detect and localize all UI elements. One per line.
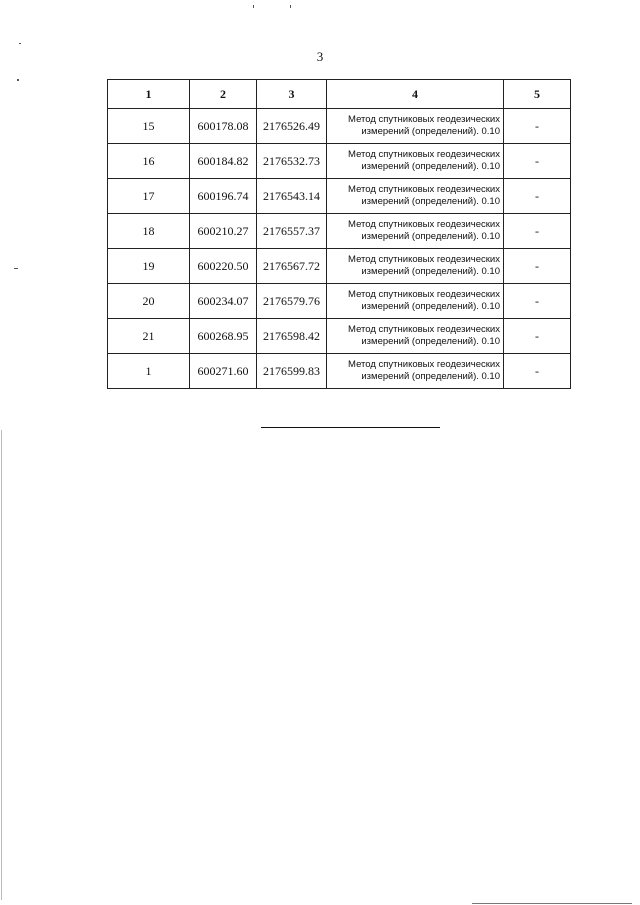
scan-speck: [14, 268, 18, 269]
method-text-line2: измерений (определений). 0.10: [361, 266, 500, 277]
method-text-line1: Метод спутниковых геодезических: [348, 114, 500, 125]
method-cell: [327, 179, 504, 214]
coordinate-x: 600184.82: [190, 144, 257, 179]
table-row: [108, 284, 571, 319]
coordinate-x: 600234.07: [190, 284, 257, 319]
table-row: [108, 109, 571, 144]
note-cell: -: [504, 144, 571, 179]
page-number: 3: [316, 49, 324, 64]
method-cell: [327, 249, 504, 284]
coordinate-y: 2176598.42: [257, 319, 327, 354]
table-row: [108, 249, 571, 284]
coordinate-y: 2176532.73: [257, 144, 327, 179]
table-row: [108, 214, 571, 249]
column-header-4: 4: [327, 80, 504, 109]
point-number: 18: [108, 214, 190, 249]
method-cell: [327, 354, 504, 389]
scan-speck: [290, 5, 291, 8]
coordinate-y: 2176557.37: [257, 214, 327, 249]
coordinate-x: 600220.50: [190, 249, 257, 284]
note-cell: -: [504, 354, 571, 389]
coordinate-y: 2176567.72: [257, 249, 327, 284]
column-header-3: 3: [257, 80, 327, 109]
method-text-line1: Метод спутниковых геодезических: [348, 219, 500, 230]
method-text-line2: измерений (определений). 0.10: [361, 196, 500, 207]
method-text-line2: измерений (определений). 0.10: [361, 231, 500, 242]
note-cell: -: [504, 214, 571, 249]
scan-speck: [17, 79, 19, 81]
note-cell: -: [504, 249, 571, 284]
coordinates-table: [107, 79, 571, 389]
coordinate-x: 600196.74: [190, 179, 257, 214]
method-text-line1: Метод спутниковых геодезических: [348, 184, 500, 195]
coordinate-x: 600271.60: [190, 354, 257, 389]
point-number: 20: [108, 284, 190, 319]
method-cell: [327, 284, 504, 319]
point-number: 21: [108, 319, 190, 354]
end-of-document-rule: [261, 427, 440, 428]
method-cell: [327, 144, 504, 179]
note-cell: -: [504, 179, 571, 214]
coordinate-x: 600268.95: [190, 319, 257, 354]
point-number: 15: [108, 109, 190, 144]
scan-edge-line: [1, 430, 2, 900]
method-text-line1: Метод спутниковых геодезических: [348, 254, 500, 265]
coordinate-y: 2176579.76: [257, 284, 327, 319]
column-header-2: 2: [190, 80, 257, 109]
note-cell: -: [504, 284, 571, 319]
table-row: [108, 144, 571, 179]
coordinate-x: 600210.27: [190, 214, 257, 249]
scan-speck: [19, 43, 21, 44]
coordinate-x: 600178.08: [190, 109, 257, 144]
coordinate-y: 2176543.14: [257, 179, 327, 214]
method-cell: [327, 109, 504, 144]
coordinate-y: 2176526.49: [257, 109, 327, 144]
method-text-line2: измерений (определений). 0.10: [361, 301, 500, 312]
method-cell: [327, 214, 504, 249]
method-text-line1: Метод спутниковых геодезических: [348, 149, 500, 160]
column-header-1: 1: [108, 80, 190, 109]
table-header-row: [108, 80, 571, 109]
point-number: 1: [108, 354, 190, 389]
table-row: [108, 179, 571, 214]
scan-edge-line: [472, 903, 632, 904]
method-text-line1: Метод спутниковых геодезических: [348, 324, 500, 335]
method-text-line1: Метод спутниковых геодезических: [348, 359, 500, 370]
method-text-line2: измерений (определений). 0.10: [361, 336, 500, 347]
method-cell: [327, 319, 504, 354]
point-number: 17: [108, 179, 190, 214]
point-number: 16: [108, 144, 190, 179]
note-cell: -: [504, 319, 571, 354]
column-header-5: 5: [504, 80, 571, 109]
table-row: [108, 319, 571, 354]
scan-speck: [253, 5, 254, 8]
table-row: [108, 354, 571, 389]
method-text-line2: измерений (определений). 0.10: [361, 371, 500, 382]
method-text-line1: Метод спутниковых геодезических: [348, 289, 500, 300]
note-cell: -: [504, 109, 571, 144]
coordinate-y: 2176599.83: [257, 354, 327, 389]
method-text-line2: измерений (определений). 0.10: [361, 126, 500, 137]
point-number: 19: [108, 249, 190, 284]
method-text-line2: измерений (определений). 0.10: [361, 161, 500, 172]
